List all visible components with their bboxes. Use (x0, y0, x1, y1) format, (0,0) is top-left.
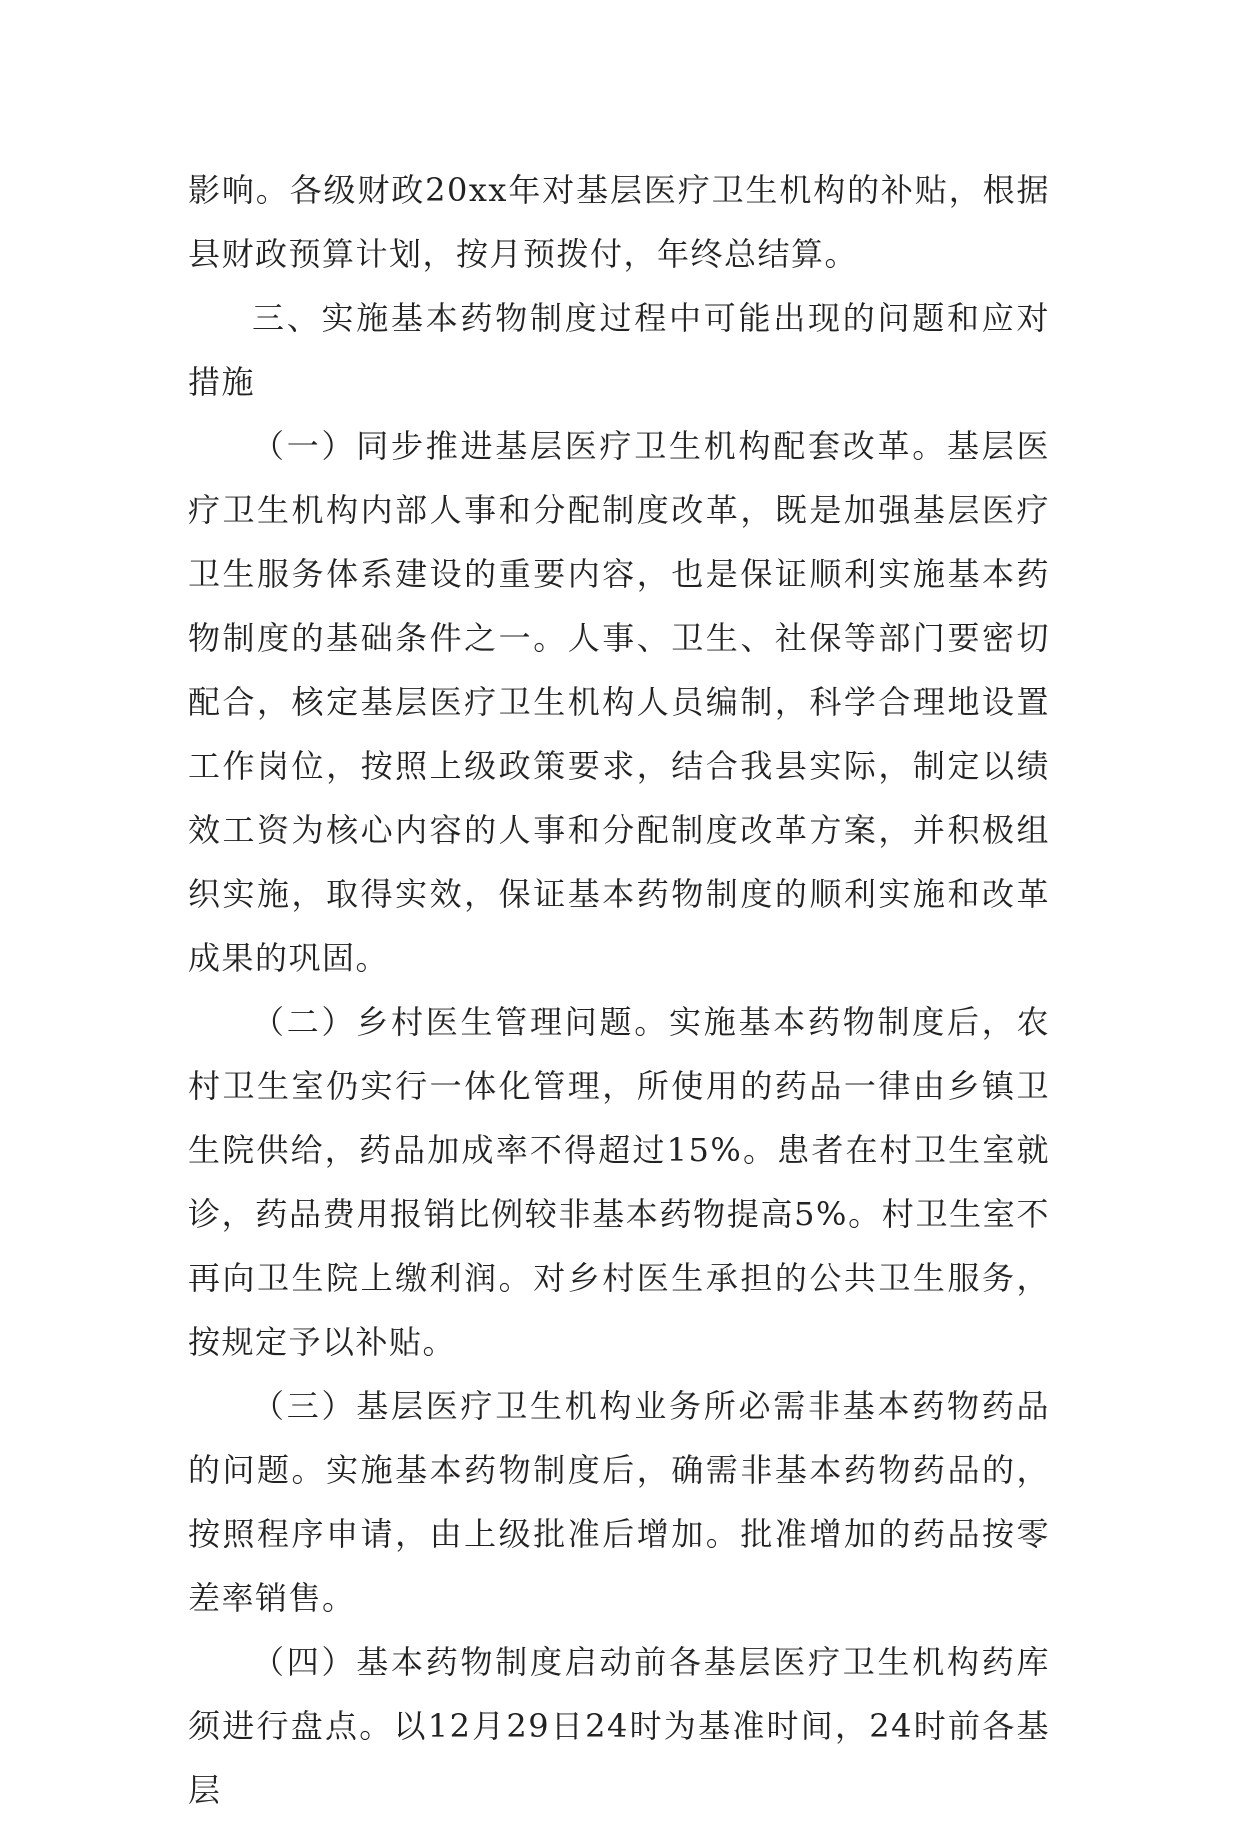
paragraph-item-2: （二）乡村医生管理问题。实施基本药物制度后，农村卫生室仍实行一体化管理，所使用的药品一律由乡镇卫生院供给，药品加成率不得超过15%。患者在村卫生室就诊，药品费用报销比例较非基本药物提高5%。村卫生室不再向卫生院上缴利润。对乡村医生承担的公共卫生服务，按规定予以补贴。 (188, 1003, 1050, 1361)
paragraph-item-1: （一）同步推进基层医疗卫生机构配套改革。基层医疗卫生机构内部人事和分配制度改革，既是加强基层医疗卫生服务体系建设的重要内容，也是保证顺利实施基本药物制度的基础条件之一。人事、卫生、社保等部门要密切配合，核定基层医疗卫生机构人员编制，科学合理地设置工作岗位，按照上级政策要求，结合我县实际，制定以绩效工资为核心内容的人事和分配制度改革方案，并积极组织实施，取得实效，保证基本药物制度的顺利实施和改革成果的巩固。 (188, 427, 1050, 977)
section-heading-problems: 三、实施基本药物制度过程中可能出现的问题和应对措施 (188, 299, 1050, 401)
paragraph-item-4: （四）基本药物制度启动前各基层医疗卫生机构药库须进行盘点。以12月29日24时为基准时间，24时前各基层 (188, 1643, 1050, 1809)
paragraph-subsidy-continuation: 影响。各级财政20xx年对基层医疗卫生机构的补贴，根据县财政预算计划，按月预拨付，年终总结算。 (188, 171, 1050, 273)
paragraph-item-3: （三）基层医疗卫生机构业务所必需非基本药物药品的问题。实施基本药物制度后，确需非基本药物药品的，按照程序申请，由上级批准后增加。批准增加的药品按零差率销售。 (188, 1387, 1050, 1617)
document-body (188, 158, 1050, 1822)
